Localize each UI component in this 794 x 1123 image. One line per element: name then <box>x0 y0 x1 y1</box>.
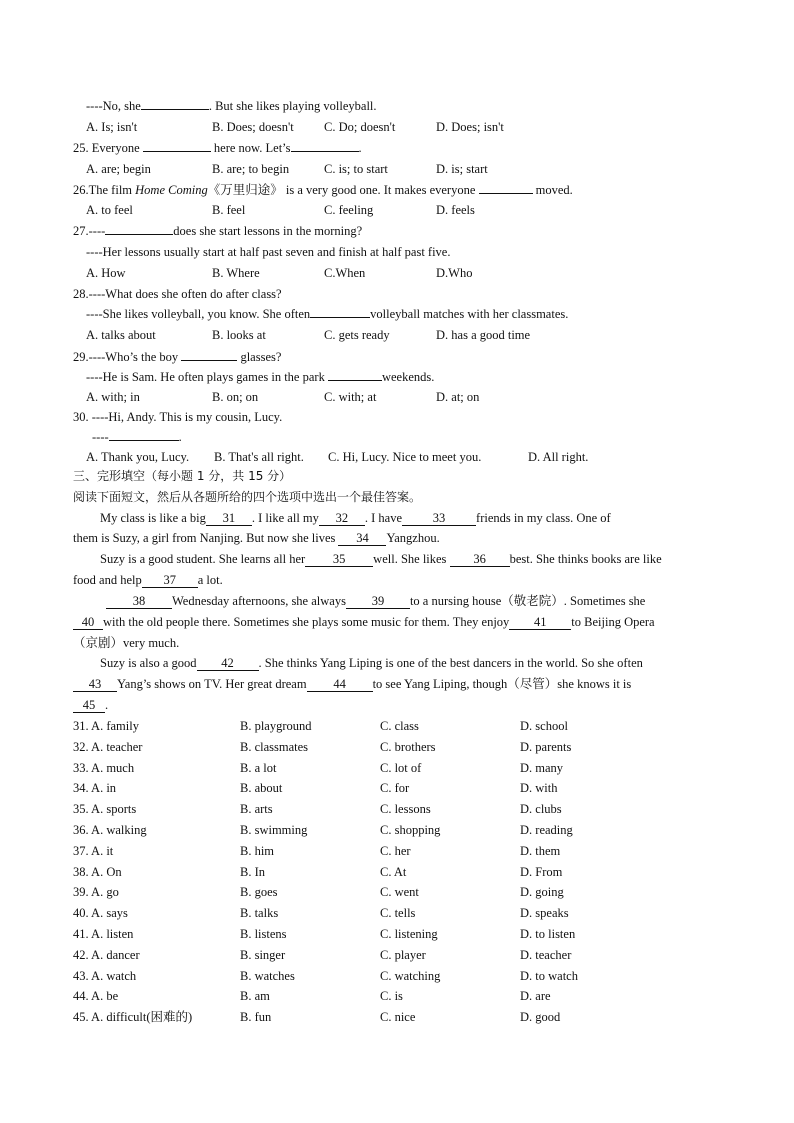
passage-line: （京剧）very much. <box>73 636 180 650</box>
q30-question: 30. ----Hi, Andy. This is my cousin, Lucy. <box>73 410 283 424</box>
q25-option-d[interactable]: D. is; start <box>436 162 488 176</box>
q26-option-b[interactable]: B. feel <box>212 203 246 217</box>
q24-option-b[interactable]: B. Does; doesn't <box>212 120 294 134</box>
choice-row-option-d[interactable]: D. many <box>520 761 564 775</box>
choice-row-option-a[interactable]: 33. A. much <box>73 761 135 775</box>
choice-row-option-c[interactable]: C. shopping <box>380 823 441 837</box>
passage-line: 45 . <box>73 697 108 713</box>
q29-option-c[interactable]: C. with; at <box>324 390 377 404</box>
blank-40[interactable]: 40 <box>73 615 103 630</box>
choice-row-option-c[interactable]: C. went <box>380 885 419 899</box>
choice-row-option-d[interactable]: D. teacher <box>520 948 572 962</box>
choice-row-option-d[interactable]: D. From <box>520 865 563 879</box>
choice-row-option-b[interactable]: B. am <box>240 989 270 1003</box>
passage-line: them is Suzy, a girl from Nanjing. But now she lives 34 Yangzhou. <box>73 531 440 545</box>
choice-row-option-d[interactable]: D. with <box>520 781 558 795</box>
choice-row-option-c[interactable]: C. class <box>380 719 419 733</box>
choice-row-option-c[interactable]: C. her <box>380 844 411 858</box>
passage-line: 38 Wednesday afternoons, she always 39 to a nursing house（敬老院）. Sometimes she <box>106 593 645 609</box>
choice-row-option-b[interactable]: B. fun <box>240 1010 272 1024</box>
q24-option-a[interactable]: A. Is; isn't <box>86 120 138 134</box>
choice-row-option-b[interactable]: B. arts <box>240 802 273 816</box>
choice-row-option-a[interactable]: 37. A. it <box>73 844 114 858</box>
choice-row-option-d[interactable]: D. parents <box>520 740 572 754</box>
blank[interactable] <box>310 317 370 318</box>
q25-option-a[interactable]: A. are; begin <box>86 162 151 176</box>
choice-row-option-d[interactable]: D. school <box>520 719 568 733</box>
choice-row-option-b[interactable]: B. goes <box>240 885 278 899</box>
passage-line: food and help 37 a lot. <box>73 573 223 587</box>
q25-option-c[interactable]: C. is; to start <box>324 162 388 176</box>
choice-row-option-c[interactable]: C. player <box>380 948 426 962</box>
passage-line: 43 Yang’s shows on TV. Her great dream 44 to see Yang Liping, though（尽管）she knows it is <box>73 676 631 692</box>
q29-question: 29.----Who’s the boy glasses? <box>73 350 282 364</box>
q24-option-d[interactable]: D. Does; isn't <box>436 120 504 134</box>
passage-line: 40 with the old people there. Sometimes she plays some music for them. They enjoy 41 to Beijing Opera <box>73 614 655 630</box>
blank-34[interactable]: 34 <box>338 531 386 546</box>
passage-line: My class is like a big 31 . I like all my 32 . I have 33 friends in my class. One of <box>100 511 611 525</box>
q29-reply: ----He is Sam. He often plays games in the park weekends. <box>86 370 435 384</box>
blank[interactable] <box>479 193 533 194</box>
choice-row-option-d[interactable]: D. going <box>520 885 564 899</box>
choice-row-option-a[interactable]: 40. A. says <box>73 906 128 920</box>
blank-32[interactable]: 32 <box>319 511 365 526</box>
q24-answer-line: ----No, she . But she likes playing volleyball. <box>86 99 377 113</box>
choice-row-option-b[interactable]: B. singer <box>240 948 286 962</box>
q26-option-d[interactable]: D. feels <box>436 203 475 217</box>
choice-row-option-d[interactable]: D. are <box>520 989 551 1003</box>
choice-row-option-c[interactable]: C. At <box>380 865 407 879</box>
blank[interactable] <box>291 151 359 152</box>
choice-row-option-c[interactable]: C. is <box>380 989 403 1003</box>
choice-row-option-c[interactable]: C. for <box>380 781 410 795</box>
q28-option-b[interactable]: B. looks at <box>212 328 266 342</box>
q28-option-a[interactable]: A. talks about <box>86 328 156 342</box>
section-title: 三、完形填空（每小题 1 分，共 15 分） <box>73 469 292 483</box>
q30-option-a[interactable]: A. Thank you, Lucy. <box>86 450 190 464</box>
q24-option-c[interactable]: C. Do; doesn't <box>324 120 396 134</box>
choice-row-option-c[interactable]: C. nice <box>380 1010 416 1024</box>
q26-option-c[interactable]: C. feeling <box>324 203 374 217</box>
choice-row-option-d[interactable]: D. clubs <box>520 802 562 816</box>
choice-row-option-a[interactable]: 43. A. watch <box>73 969 137 983</box>
passage-line: Suzy is also a good 42 . She thinks Yang Liping is one of the best dancers in the world. So she often <box>100 656 643 670</box>
q27-question: 27.---- does she start lessons in the morning? <box>73 224 363 238</box>
choice-row-option-b[interactable]: B. a lot <box>240 761 277 775</box>
choice-row-option-c[interactable]: C. brothers <box>380 740 436 754</box>
q25-question: 25. Everyone here now. Let’s . <box>73 141 362 155</box>
choice-row-option-a[interactable]: 39. A. go <box>73 885 119 899</box>
choice-row-option-d[interactable]: D. to watch <box>520 969 578 983</box>
q28-option-c[interactable]: C. gets ready <box>324 328 390 342</box>
q27-option-b[interactable]: B. Where <box>212 266 260 280</box>
choice-row-option-a[interactable]: 42. A. dancer <box>73 948 140 962</box>
blank-45[interactable]: 45 <box>73 698 105 713</box>
choice-row-option-a[interactable]: 44. A. be <box>73 989 119 1003</box>
q28-option-d[interactable]: D. has a good time <box>436 328 531 342</box>
q29-option-a[interactable]: A. with; in <box>86 390 140 404</box>
choice-row-option-b[interactable]: B. him <box>240 844 275 858</box>
q25-option-b[interactable]: B. are; to begin <box>212 162 290 176</box>
choice-row-option-b[interactable]: B. swimming <box>240 823 308 837</box>
choice-row-option-c[interactable]: C. listening <box>380 927 438 941</box>
q26-question: 26.The film Home Coming《万里归途》 is a very good one. It makes everyone moved. <box>73 183 573 197</box>
passage-line: Suzy is a good student. She learns all her 35 well. She likes 36 best. She thinks books are like <box>100 552 662 566</box>
blank-41[interactable]: 41 <box>509 615 571 630</box>
blank[interactable] <box>141 109 209 110</box>
choice-row-option-b[interactable]: B. playground <box>240 719 312 733</box>
blank-38[interactable]: 38 <box>106 594 172 609</box>
choice-row-option-c[interactable]: C. watching <box>380 969 441 983</box>
blank-36[interactable]: 36 <box>450 552 510 567</box>
choice-row-option-b[interactable]: B. listens <box>240 927 287 941</box>
choice-row-option-b[interactable]: B. talks <box>240 906 279 920</box>
choice-row-option-b[interactable]: B. classmates <box>240 740 309 754</box>
blank-43[interactable]: 43 <box>73 677 117 692</box>
choice-row-option-d[interactable]: D. them <box>520 844 561 858</box>
q30-option-d[interactable]: D. All right. <box>528 450 589 464</box>
choice-row-option-a[interactable]: 31. A. family <box>73 719 139 733</box>
choice-row-option-c[interactable]: C. lot of <box>380 761 422 775</box>
choice-row-option-a[interactable]: 45. A. difficult(困难的) <box>73 1010 193 1024</box>
blank-39[interactable]: 39 <box>346 594 410 609</box>
blank-33[interactable]: 33 <box>402 511 476 526</box>
blank-35[interactable]: 35 <box>305 552 373 567</box>
section-instruction: 阅读下面短文，然后从各题所给的四个选项中选出一个最佳答案。 <box>73 490 422 504</box>
q27-option-a[interactable]: A. How <box>86 266 126 280</box>
q28-question: 28.----What does she often do after class? <box>73 287 282 301</box>
blank[interactable] <box>181 360 237 361</box>
choice-row-option-a[interactable]: 38. A. On <box>73 865 122 879</box>
q30-option-c[interactable]: C. Hi, Lucy. Nice to meet you. <box>328 450 482 464</box>
blank[interactable] <box>328 380 382 381</box>
choice-row-option-b[interactable]: B. In <box>240 865 265 879</box>
choice-row-option-c[interactable]: C. tells <box>380 906 416 920</box>
blank-37[interactable]: 37 <box>142 573 198 588</box>
q27-reply: ----Her lessons usually start at half past seven and finish at half past five. <box>86 245 451 259</box>
q27-option-d[interactable]: D.Who <box>436 266 473 280</box>
choice-row-option-c[interactable]: C. lessons <box>380 802 431 816</box>
q30-option-b[interactable]: B. That's all right. <box>214 450 304 464</box>
choice-row-option-d[interactable]: D. reading <box>520 823 573 837</box>
q30-reply: ---- . <box>92 430 182 444</box>
q28-reply: ----She likes volleyball, you know. She often volleyball matches with her classmates. <box>86 307 569 321</box>
blank[interactable] <box>143 151 211 152</box>
blank-31[interactable]: 31 <box>206 511 252 526</box>
choice-row-option-d[interactable]: D. speaks <box>520 906 569 920</box>
choice-row-option-b[interactable]: B. about <box>240 781 283 795</box>
choice-row-option-d[interactable]: D. good <box>520 1010 561 1024</box>
choice-row-option-a[interactable]: 34. A. in <box>73 781 117 795</box>
blank[interactable] <box>109 440 179 441</box>
choice-row-option-a[interactable]: 41. A. listen <box>73 927 134 941</box>
choice-row-option-a[interactable]: 32. A. teacher <box>73 740 143 754</box>
q29-option-d[interactable]: D. at; on <box>436 390 480 404</box>
blank[interactable] <box>105 234 173 235</box>
q26-option-a[interactable]: A. to feel <box>86 203 133 217</box>
choice-row-option-a[interactable]: 36. A. walking <box>73 823 147 837</box>
q29-option-b[interactable]: B. on; on <box>212 390 259 404</box>
choice-row-option-d[interactable]: D. to listen <box>520 927 576 941</box>
choice-row-option-a[interactable]: 35. A. sports <box>73 802 137 816</box>
blank-44[interactable]: 44 <box>307 677 373 692</box>
q27-option-c[interactable]: C.When <box>324 266 366 280</box>
choice-row-option-b[interactable]: B. watches <box>240 969 295 983</box>
blank-42[interactable]: 42 <box>197 656 259 671</box>
